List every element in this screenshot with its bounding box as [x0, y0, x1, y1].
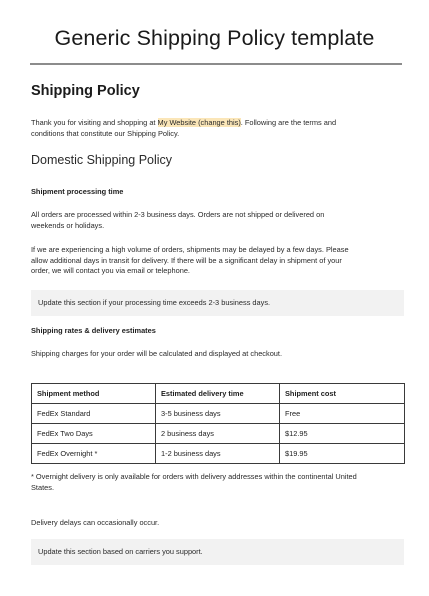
- table-row: [32, 444, 405, 464]
- table-row: [32, 404, 405, 424]
- table-cell: 2 business days: [156, 424, 280, 444]
- carriers-note-box: Update this section based on carriers you support.: [31, 539, 404, 565]
- table-cell: 3-5 business days: [156, 404, 280, 424]
- processing-p1-line-1: All orders are processed within 2-3 business days. Orders are not shipped or delivered on: [31, 210, 325, 219]
- processing-p1-line-2: weekends or holidays.: [31, 220, 105, 230]
- processing-time-heading: Shipment processing time: [31, 187, 124, 196]
- intro-text-before: Thank you for visiting and shopping at: [31, 118, 158, 127]
- table-header-cell: Shipment method: [32, 384, 156, 404]
- intro-paragraph: [31, 118, 409, 139]
- processing-paragraph-1: [31, 210, 409, 231]
- table-header-row: [32, 384, 405, 404]
- shipping-rates-heading: Shipping rates & delivery estimates: [31, 326, 156, 335]
- intro-line-1: [31, 118, 409, 129]
- website-name-highlight: My Website (change this): [157, 118, 241, 127]
- table-cell: 1-2 business days: [156, 444, 280, 464]
- processing-p2-line-1: If we are experiencing a high volume of orders, shipments may be delayed by a few days. Please: [31, 245, 349, 254]
- domestic-shipping-heading: Domestic Shipping Policy: [31, 153, 173, 167]
- table-row: [32, 424, 405, 444]
- processing-paragraph-2: [31, 245, 409, 277]
- table-cell: FedEx Overnight *: [32, 444, 156, 464]
- shipping-rates-table: [31, 383, 405, 464]
- table-cell: $19.95: [280, 444, 405, 464]
- table-cell: $12.95: [280, 424, 405, 444]
- title-divider: [30, 63, 402, 65]
- table-header-cell: Shipment cost: [280, 384, 405, 404]
- overnight-footnote: [31, 472, 409, 493]
- processing-p2-line-2: allow additional days in transit for delivery. If there will be a significant delay in shipment of your: [31, 255, 342, 265]
- shipping-policy-heading: Shipping Policy: [31, 83, 140, 99]
- processing-p2-line-3: order, we will contact you via email or telephone.: [31, 266, 190, 275]
- table-cell: FedEx Standard: [32, 404, 156, 424]
- table-cell: Free: [280, 404, 405, 424]
- document-title: Generic Shipping Policy template: [54, 26, 375, 50]
- table-header-cell: Estimated delivery time: [156, 384, 280, 404]
- intro-text-after: . Following are the terms and: [240, 118, 337, 127]
- processing-note-box: Update this section if your processing time exceeds 2-3 business days.: [31, 290, 404, 316]
- footnote-line-1: * Overnight delivery is only available for orders with delivery addresses within the continental United: [31, 472, 357, 481]
- shipping-charges-text: Shipping charges for your order will be calculated and displayed at checkout.: [31, 349, 283, 358]
- table-cell: FedEx Two Days: [32, 424, 156, 444]
- footnote-line-2: States.: [31, 482, 55, 492]
- delivery-delays-text: Delivery delays can occasionally occur.: [31, 518, 160, 527]
- intro-line-2: conditions that constitute our Shipping Policy.: [31, 128, 180, 138]
